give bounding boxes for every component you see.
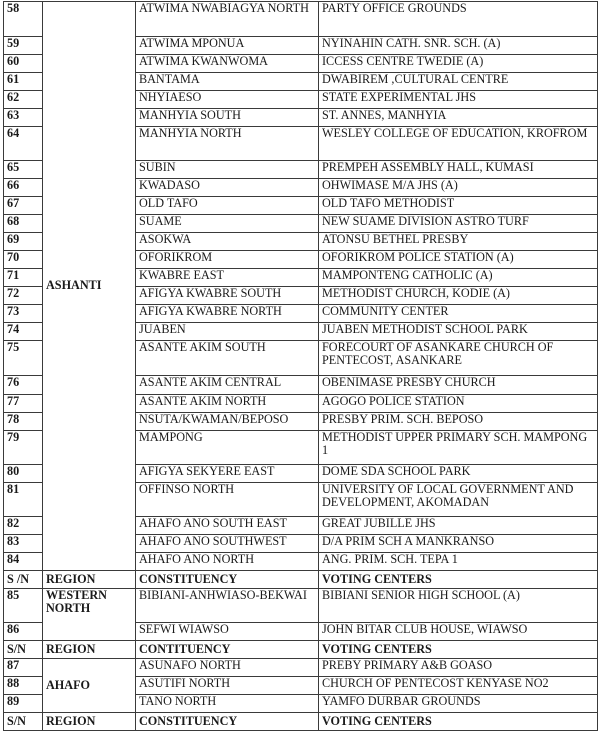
voting-center-cell: NYINAHIN CATH. SNR. SCH. (A) [319,37,598,55]
constituency-cell: TANO NORTH [136,695,319,713]
header-sn: S/N [4,713,43,731]
sn-cell: 80 [4,465,43,483]
voting-center-cell: ST. ANNES, MANHYIA [319,109,598,127]
sn-cell: 74 [4,323,43,341]
constituency-cell: OFFINSO NORTH [136,483,319,517]
constituency-cell: ASUNAFO NORTH [136,659,319,677]
voting-center-cell: OBENIMASE PRESBY CHURCH [319,376,598,395]
sn-cell: 85 [4,589,43,623]
constituency-cell: MAMPONG [136,431,319,465]
voting-center-cell: UNIVERSITY OF LOCAL GOVERNMENT AND DEVELOPMENT, AKOMADAN [319,483,598,517]
header-voting-centers: VOTING CENTERS [319,571,598,589]
constituency-cell: ATWIMA KWANWOMA [136,55,319,73]
sn-cell: 88 [4,677,43,695]
region-cell: WESTERN NORTH [43,589,136,641]
voting-center-cell: CHURCH OF PENTECOST KENYASE NO2 [319,677,598,695]
table-header-row [4,713,598,731]
voting-center-cell: DOME SDA SCHOOL PARK [319,465,598,483]
sn-cell: 64 [4,127,43,161]
sn-cell: 58 [4,2,43,37]
header-constituency: CONTITUENCY [136,641,319,659]
constituency-cell: OLD TAFO [136,197,319,215]
constituency-cell: JUABEN [136,323,319,341]
sn-cell: 66 [4,179,43,197]
header-sn: S /N [4,571,43,589]
voting-center-cell: PARTY OFFICE GROUNDS [319,2,598,37]
sn-cell: 81 [4,483,43,517]
voting-center-cell: OLD TAFO METHODIST [319,197,598,215]
voting-center-cell: YAMFO DURBAR GROUNDS [319,695,598,713]
constituency-cell: ATWIMA MPONUA [136,37,319,55]
constituency-cell: ASANTE AKIM SOUTH [136,341,319,376]
constituency-cell: ASUTIFI NORTH [136,677,319,695]
constituency-cell: OFORIKROM [136,251,319,269]
voting-center-cell: DWABIREM ,CULTURAL CENTRE [319,73,598,91]
sn-cell: 83 [4,535,43,553]
voting-center-cell: OHWIMASE M/A JHS (A) [319,179,598,197]
constituency-cell: ASANTE AKIM NORTH [136,395,319,413]
voting-center-cell: BIBIANI SENIOR HIGH SCHOOL (A) [319,589,598,623]
voting-center-cell: METHODIST UPPER PRIMARY SCH. MAMPONG 1 [319,431,598,465]
header-region: REGION [43,641,136,659]
voting-center-cell: PRESBY PRIM. SCH. BEPOSO [319,413,598,431]
constituency-cell: NHYIAESO [136,91,319,109]
sn-cell: 78 [4,413,43,431]
sn-cell: 84 [4,553,43,571]
voting-center-cell: JUABEN METHODIST SCHOOL PARK [319,323,598,341]
constituency-cell: AHAFO ANO SOUTH EAST [136,517,319,535]
region-cell: AHAFO [43,659,136,713]
sn-cell: 70 [4,251,43,269]
sn-cell: 79 [4,431,43,465]
sn-cell: 60 [4,55,43,73]
header-voting-centers: VOTING CENTERS [319,713,598,731]
table-header-row [4,641,598,659]
sn-cell: 69 [4,233,43,251]
sn-cell: 71 [4,269,43,287]
table-row [4,589,598,623]
sn-cell: 62 [4,91,43,109]
sn-cell: 63 [4,109,43,127]
voting-center-cell: ICCESS CENTRE TWEDIE (A) [319,55,598,73]
voting-center-cell: PREMPEH ASSEMBLY HALL, KUMASI [319,161,598,179]
voting-center-cell: FORECOURT OF ASANKARE CHURCH OF PENTECOST, ASANKARE [319,341,598,376]
table-row [4,659,598,677]
voting-center-cell: MAMPONTENG CATHOLIC (A) [319,269,598,287]
voting-center-cell: ANG. PRIM. SCH. TEPA 1 [319,553,598,571]
header-constituency: CONSTITUENCY [136,571,319,589]
header-sn: S/N [4,641,43,659]
constituency-cell: ATWIMA NWABIAGYA NORTH [136,2,319,37]
table-header-row [4,571,598,589]
header-constituency: CONSTITUENCY [136,713,319,731]
header-region: REGION [43,571,136,589]
region-cell: ASHANTI [43,2,136,571]
voting-center-cell: NEW SUAME DIVISION ASTRO TURF [319,215,598,233]
header-region: REGION [43,713,136,731]
voting-center-cell: WESLEY COLLEGE OF EDUCATION, KROFROM [319,127,598,161]
sn-cell: 73 [4,305,43,323]
sn-cell: 59 [4,37,43,55]
constituency-cell: NSUTA/KWAMAN/BEPOSO [136,413,319,431]
sn-cell: 67 [4,197,43,215]
header-voting-centers: VOTING CENTERS [319,641,598,659]
sn-cell: 87 [4,659,43,677]
sn-cell: 82 [4,517,43,535]
sn-cell: 75 [4,341,43,376]
voting-center-cell: JOHN BITAR CLUB HOUSE, WIAWSO [319,623,598,641]
sn-cell: 68 [4,215,43,233]
constituency-cell: AFIGYA SEKYERE EAST [136,465,319,483]
voting-center-cell: ATONSU BETHEL PRESBY [319,233,598,251]
constituency-cell: BANTAMA [136,73,319,91]
constituency-cell: AFIGYA KWABRE SOUTH [136,287,319,305]
constituency-cell: SEFWI WIAWSO [136,623,319,641]
table-row [4,2,598,37]
sn-cell: 65 [4,161,43,179]
voting-center-cell: AGOGO POLICE STATION [319,395,598,413]
voting-center-cell: METHODIST CHURCH, KODIE (A) [319,287,598,305]
constituency-cell: ASOKWA [136,233,319,251]
sn-cell: 76 [4,376,43,395]
voting-center-cell: STATE EXPERIMENTAL JHS [319,91,598,109]
sn-cell: 77 [4,395,43,413]
constituency-cell: AHAFO ANO SOUTHWEST [136,535,319,553]
sn-cell: 89 [4,695,43,713]
constituency-cell: BIBIANI-ANHWIASO-BEKWAI [136,589,319,623]
voting-center-cell: COMMUNITY CENTER [319,305,598,323]
sn-cell: 86 [4,623,43,641]
voting-center-cell: OFORIKROM POLICE STATION (A) [319,251,598,269]
voting-center-cell: GREAT JUBILLE JHS [319,517,598,535]
sn-cell: 72 [4,287,43,305]
voting-centers-table [3,1,598,731]
voting-center-cell: D/A PRIM SCH A MANKRANSO [319,535,598,553]
voting-center-cell: PREBY PRIMARY A&B GOASO [319,659,598,677]
constituency-cell: AFIGYA KWABRE NORTH [136,305,319,323]
constituency-cell: MANHYIA SOUTH [136,109,319,127]
sn-cell: 61 [4,73,43,91]
constituency-cell: KWADASO [136,179,319,197]
constituency-cell: ASANTE AKIM CENTRAL [136,376,319,395]
constituency-cell: SUBIN [136,161,319,179]
constituency-cell: MANHYIA NORTH [136,127,319,161]
constituency-cell: KWABRE EAST [136,269,319,287]
constituency-cell: SUAME [136,215,319,233]
constituency-cell: AHAFO ANO NORTH [136,553,319,571]
